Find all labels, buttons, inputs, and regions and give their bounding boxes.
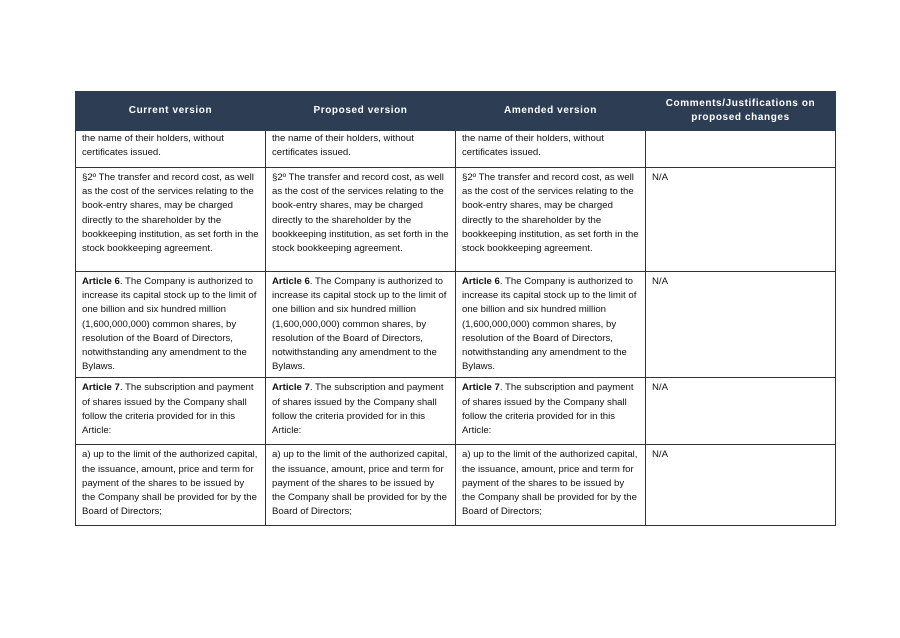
cell-current <box>76 272 266 378</box>
cell-current <box>76 168 266 272</box>
cell-proposed <box>266 378 456 445</box>
cell-amended <box>456 131 646 168</box>
header-current-version: Current version <box>76 92 266 131</box>
cell-current <box>76 131 266 168</box>
header-amended-version: Amended version <box>456 92 646 131</box>
cell-text: . The subscription and payment of shares issued by the Company shall follow the criteria provided for in this Article: <box>272 382 444 437</box>
cell-bold: Article 7 <box>82 382 120 394</box>
cell-text: a) up to the limit of the authorized capital, the issuance, amount, price and term for payment of the shares to be issued by the Company shall be provided for by the Board of Directors; <box>82 449 258 518</box>
cell-bold: Article 6 <box>82 276 120 287</box>
cell-text: . The Company is authorized to increase its capital stock up to the limit of one billion and six hundred million (1,600,000,000) common shares, by resolution of the Board of Directors, notwithstanding any amendment to the Bylaws. <box>462 276 637 373</box>
cell-text: . The subscription and payment of shares issued by the Company shall follow the criteria provided for in this Article: <box>82 382 254 437</box>
header-proposed-version: Proposed version <box>266 92 456 131</box>
cell-text: the name of their holders, without certificates issued. <box>82 133 224 159</box>
cell-text: §2º The transfer and record cost, as well as the cost of the services relating to the book-entry shares, may be charged directly to the shareholder by the bookkeeping institution, as set forth in the stock bookkeeping agreement. <box>462 172 639 255</box>
cell-amended <box>456 445 646 526</box>
cell-text: §2º The transfer and record cost, as well as the cost of the services relating to the book-entry shares, may be charged directly to the shareholder by the bookkeeping institution, as set forth in the stock bookkeeping agreement. <box>82 172 259 255</box>
cell-proposed <box>266 131 456 168</box>
cell-bold: Article 7 <box>462 382 500 394</box>
cell-text: the name of their holders, without certificates issued. <box>272 133 414 159</box>
table-row <box>76 378 836 445</box>
cell-proposed <box>266 445 456 526</box>
cell-comment: N/A <box>646 378 836 445</box>
table-row <box>76 131 836 168</box>
cell-text: a) up to the limit of the authorized capital, the issuance, amount, price and term for payment of the shares to be issued by the Company shall be provided for by the Board of Directors; <box>462 449 638 518</box>
cell-bold: Article 6 <box>272 276 310 287</box>
cell-comment <box>646 131 836 168</box>
cell-text: §2º The transfer and record cost, as well as the cost of the services relating to the book-entry shares, may be charged directly to the shareholder by the bookkeeping institution, as set forth in the stock bookkeeping agreement. <box>272 172 449 255</box>
cell-text: . The Company is authorized to increase its capital stock up to the limit of one billion and six hundred million (1,600,000,000) common shares, by resolution of the Board of Directors, notwithstanding any amendment to the Bylaws. <box>82 276 257 373</box>
cell-text: . The subscription and payment of shares issued by the Company shall follow the criteria provided for in this Article: <box>462 382 634 437</box>
cell-text: . The Company is authorized to increase its capital stock up to the limit of one billion and six hundred million (1,600,000,000) common shares, by resolution of the Board of Directors, notwithstanding any amendment to the Bylaws. <box>272 276 447 373</box>
table-row <box>76 272 836 378</box>
table-body <box>76 131 836 526</box>
header-row <box>76 92 836 131</box>
cell-bold: Article 6 <box>462 276 500 287</box>
cell-current <box>76 445 266 526</box>
cell-proposed <box>266 272 456 378</box>
cell-text: a) up to the limit of the authorized capital, the issuance, amount, price and term for payment of the shares to be issued by the Company shall be provided for by the Board of Directors; <box>272 449 448 518</box>
cell-proposed <box>266 168 456 272</box>
cell-current <box>76 378 266 445</box>
cell-comment: N/A <box>646 272 836 378</box>
cell-bold: Article 7 <box>272 382 310 394</box>
table-header <box>76 92 836 131</box>
cell-text: the name of their holders, without certificates issued. <box>462 133 604 159</box>
table-row <box>76 445 836 526</box>
cell-amended <box>456 272 646 378</box>
header-comments: Comments/Justifications on proposed changes <box>646 92 836 131</box>
bylaws-comparison-table <box>75 91 836 526</box>
table-row <box>76 168 836 272</box>
cell-amended <box>456 378 646 445</box>
cell-comment: N/A <box>646 445 836 526</box>
cell-comment: N/A <box>646 168 836 272</box>
cell-amended <box>456 168 646 272</box>
